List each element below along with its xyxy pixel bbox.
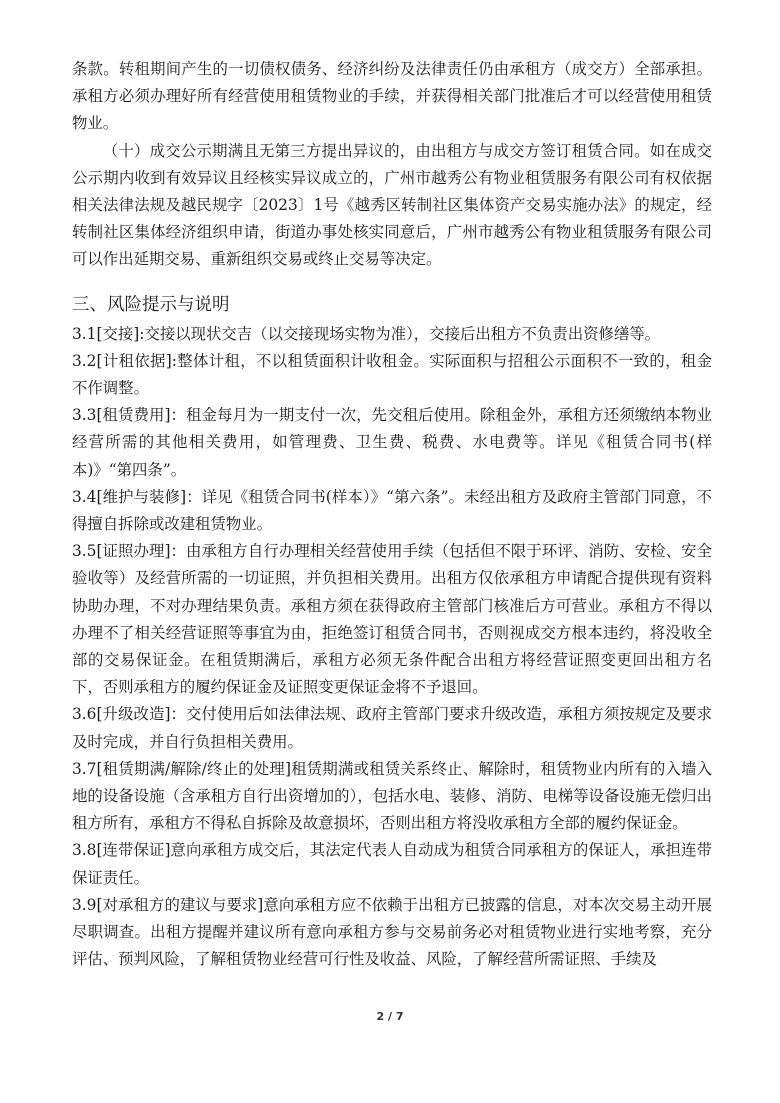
paragraph-continuation: 条款。转租期间产生的一切债权债务、经济纠纷及法律责任仍由承租方（成交方）全部承担。承租方必须办理好所有经营使用租赁物业的手续，并获得相关部门批准后才可以经营使用租赁物业。	[72, 60, 712, 133]
risk-item-3-3: 3.3[租赁费用]：租金每月为一期支付一次，先交租后使用。除租金外，承租方还须缴纳本物业经营所需的其他相关费用，如管理费、卫生费、税费、水电费等。详见《租赁合同书(样本)》“第四条”。	[72, 406, 712, 479]
page-number: 2 / 7	[376, 1010, 404, 1023]
risk-item-3-2: 3.2[计租依据]:整体计租，不以租赁面积计收租金。实际面积与招租公示面积不一致的，租金不作调整。	[72, 351, 712, 398]
risk-item-3-8: 3.8[连带保证]意向承租方成交后，其法定代表人自动成为租赁合同承租方的保证人，承担连带保证责任。	[72, 841, 712, 887]
paragraph-item-ten: （十）成交公示期满且无第三方提出异议的，由出租方与成交方签订租赁合同。如在成交公示期内收到有效异议且经核实异议成立的，广州市越秀公有物业租赁服务有限公司有权依据相关法律法规及越民规字〔2023〕1号《越秀区转制社区集体资产交易实施办法》的规定，经转制社区集体经济组织申请，街道办事处核实同意后，广州市越秀公有物业租赁服务有限公司可以作出延期交易、重新组织交易或终止交易等决定。	[72, 141, 712, 269]
risk-item-3-7: 3.7[租赁期满/解除/终止的处理]租赁期满或租赁关系终止、解除时，租赁物业内所有的入墙入地的设备设施（含承租方自行出资增加的），包括水电、装修、消防、电梯等设备设施无偿归出租方所有，承租方不得私自拆除及故意损坏，否则出租方将没收承租方全部的履约保证金。	[72, 759, 712, 833]
risk-item-3-6: 3.6[升级改造]：交付使用后如法律法规、政府主管部门要求升级改造，承租方须按规定及要求及时完成，并自行负担相关费用。	[72, 705, 712, 751]
page-content	[72, 56, 712, 974]
risk-item-3-5: 3.5[证照办理]：由承租方自行办理相关经营使用手续（包括但不限于环评、消防、安检、安全验收等）及经营所需的一切证照，并负担相关费用。出租方仅依承租方申请配合提供现有资料协助办理，不对办理结果负责。承租方须在获得政府主管部门核准后方可营业。承租方不得以办理不了相关经营证照等事宜为由，拒绝签订租赁合同书，否则视成交方根本违约，将没收全部的交易保证金。在租赁期满后，承租方必须无条件配合出租方将经营证照变更回出租方名下，否则承租方的履约保证金及证照变更保证金将不予退回。	[72, 542, 712, 697]
risk-item-3-4: 3.4[维护与装修]：详见《租赁合同书(样本）》“第六条”。未经出租方及政府主管部门同意，不得擅自拆除或改建租赁物业。	[72, 487, 712, 534]
risk-item-3-1: 3.1[交接]:交接以现状交吉（以交接现场实物为准），交接后出租方不负责出资修缮等。	[72, 324, 661, 343]
risk-item-3-9: 3.9[对承租方的建议与要求]意向承租方应不依赖于出租方已披露的信息，对本次交易主动开展尽职调查。出租方提醒并建议所有意向承租方参与交易前务必对租赁物业进行实地考察，充分评估、预判风险，了解租赁物业经营可行性及收益、风险，了解经营所需证照、手续及	[72, 895, 712, 969]
section-title: 三、风险提示与说明	[72, 294, 230, 315]
